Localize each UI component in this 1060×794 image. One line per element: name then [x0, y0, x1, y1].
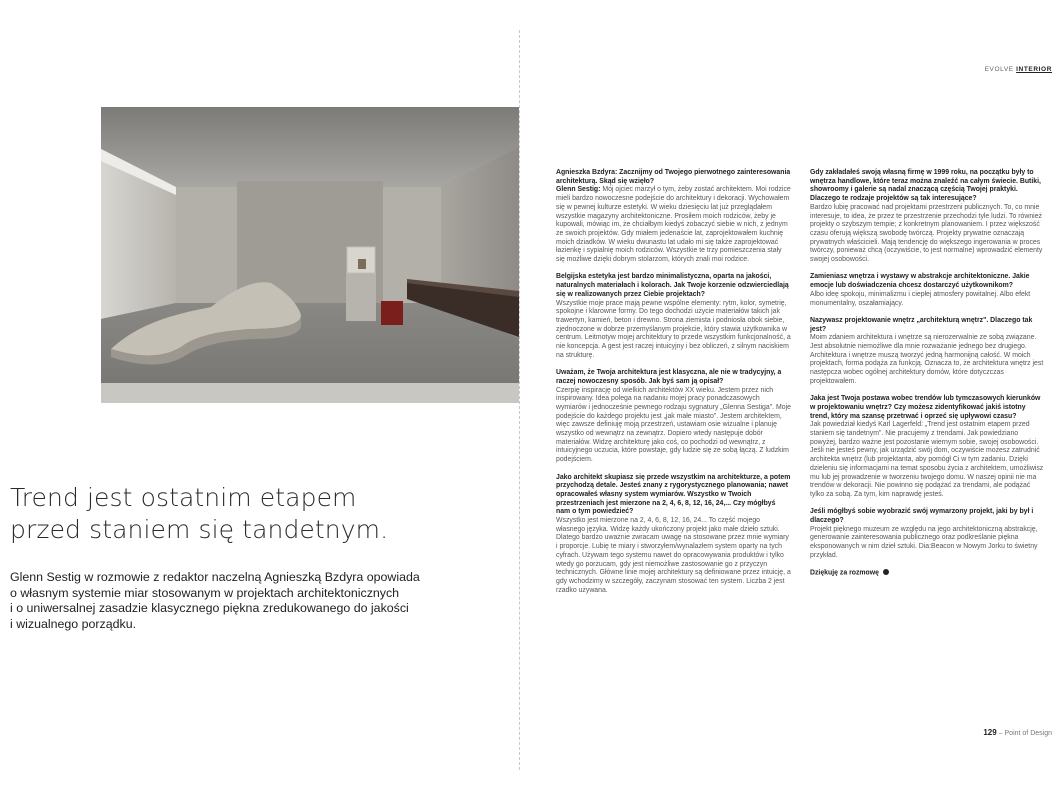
- question: Jaka jest Twoja postawa wobec trendów lub tymczasowych kierunków w projektowaniu wnętrz? Czy możesz zidentyfikować jakiś istotny trend, który ma szansę przetrwać i oprzeć się upływowi czasu?: [810, 395, 1041, 420]
- question: Jako architekt skupiasz się przede wszystkim na architekturze, a potem przychodzą detale. Jesteś znany z rygorystycznego planowania; nawet opracowałeś własny system wymiarów. Wszystko w Twoich przestrzeniach jest mierzone na 2, 4, 6, 8, 12, 16, 24,... Czy mógłbyś nam o tym powiedzieć?: [556, 473, 791, 516]
- question: Uważam, że Twoja architektura jest klasyczna, ale nie w tradycyjny, a raczej nowoczesny sposób. Jak byś sam ją opisał?: [556, 369, 782, 385]
- question: Jeśli mógłbyś sobie wyobrazić swój wymarzony projekt, jaki by był i dlaczego?: [810, 508, 1034, 525]
- answer: Jak powiedział kiedyś Karl Lagerfeld: „Trend jest ostatnim etapem przed staniem się tandetnym". Nie pracujemy z trendami. Jak powiedziano powyżej, bardzo ważne jest pozostanie wiernym sobie, swojej osobowości. Jeśli nie jesteś pewny, jak urządzić swój dom, oczywiście możesz zatrudnić architekta wnętrz (lub projektanta, aby pomógł Ci w tym zadaniu. Dzięki dzieleniu się informacjami na temat sposobu życia z architektem, umożliwisz mu lub jej prowadzenie w tworzeniu twojego domu. W naszej opinii nie ma trendów w dekoracji. Nie powinno się podążać za trendami, ale podążać tylko za sobą. Za tym, kim naprawdę jesteś.: [810, 421, 1044, 498]
- answer: Wszystkie moje prace mają pewne wspólne elementy: rytm, kolor, symetrię, spokojne i klarowne formy. Do tego dochodzi użycie materiałów takich jak trawertyn, kamień, beton i drewno. Strona ziemista i podniosła obok siebie, zjednoczone w dobrze przemyślanym projekcie, który stawia użytkownika w centrum. Leitmotyw mojej architektury to przede wszystkim funkcjonalność, a nie koncepcja. A gest jest raczej intuicyjny i bez obliczeń, z silnym naciskiem na strukturę.: [556, 299, 791, 359]
- lead-line: o własnym systemie miar stosowanym w projektach architektonicznych: [10, 585, 400, 600]
- question: Zamieniasz wnętrza i wystawy w abstrakcje architektoniczne. Jakie emocje lub doświadczenia chcesz dostarczyć użytkownikom?: [810, 273, 1030, 290]
- answer: Wszystko jest mierzone na 2, 4, 6, 8, 12, 16, 24... To część mojego własnego języka. Widzę każdy ukończony projekt jako małe dzieło sztuki. Dlatego bardzo uważnie zwracam uwagę na stosowane przez mnie wymiary i proporcje. Lubię te miary i stworzyłem/wynalazłem system oparty na tych cyfrach. Używam tego systemu nawet do opracowywania produktów i tylko wtedy go porzucam, gdy jest niemożliwe zastosowanie go z przyczyn technicznych. Główne linie mojej architektury są definiowane przez intuicję, a gdy wchodzimy w szczegóły, zaczynam stosować ten system. Liczba 2 jest rzadko używana.: [556, 517, 791, 594]
- closing-text: Dziękuję za rozmowę: [810, 569, 879, 577]
- page-gutter: [519, 30, 520, 770]
- answer: Moim zdaniem architektura i wnętrze są nierozerwalnie ze sobą związane. Jest absolutnie niemożliwe dla mnie rozważanie jednego bez drugiego. Architektura i wnętrze muszą tworzyć jedną harmonijną całość. W moich projektach, forma podąża za funkcją. Oznacza to, że architektura wnętrz jest następcza wobec ogólnej architektury domów, które dotyczczas projektowałem.: [810, 334, 1044, 385]
- headline-line: Trend jest ostatnim etapem: [10, 483, 357, 512]
- qa-block: [556, 474, 791, 596]
- qa-block: [810, 169, 1045, 265]
- question: Agnieszka Bzdyra: Zacznijmy od Twojego pierwotnego zainteresowania architekturą. Skąd się wzięło?: [556, 169, 791, 185]
- qa-block: [810, 508, 1045, 560]
- subsection-label: INTERIOR: [1016, 66, 1052, 73]
- question: Belgijska estetyka jest bardzo minimalistyczna, oparta na jakości, naturalnych materiałach i kolorach. Jak Twoje korzenie odzwierciedlają się w realizowanych przez Ciebie projektach?: [556, 273, 789, 298]
- interior-photo: [101, 107, 519, 403]
- section-label: EVOLVE: [984, 66, 1014, 73]
- headline-line: przed staniem się tandetnym.: [10, 515, 389, 544]
- qa-block: [556, 273, 791, 360]
- section-nav: [985, 66, 1052, 73]
- question: Nazywasz projektowanie wnętrz „architekturą wnętrz". Dlaczego tak jest?: [810, 316, 1033, 333]
- answer: Bardzo lubię pracować nad projektami przestrzeni publicznych. To, co mnie interesuje, to idea, że przez te przestrzenie przechodzi tyle ludzi. To również projekty o szybszym tempie; z konkretnym planowaniem. I przez większość czasu oferują większą swobodę twórczą. Projekty prywatne oznaczają prywatnych właścicieli. Mają tendencję do większego ingerowania w proces twórczy, ponieważ chcą (oczywiście, to jest normalne) wprowadzić elementy swojej osobowości.: [810, 203, 1043, 264]
- gallery-interior-image: [101, 107, 519, 403]
- qa-block: [810, 395, 1045, 499]
- speaker-name: Glenn Sestig:: [556, 186, 601, 194]
- interview-column-1: [556, 169, 791, 604]
- answer: Mój ojciec marzył o tym, żeby zostać architektem. Moi rodzice mieli bardzo nowoczesne podejście do architektury i dekoracji. Wychowałem się w pewnej kulturze estetyki. W wieku dziesięciu lat już przeglądałem wszystkie magazyny architektoniczne. Prosiłem moich rodziców, żeby je kupowali, mówiąc im, że chciałbym kiedyś zobaczyć siebie w nich, z jednym ze swoich projektów. Gdy miałem jedenaście lat, zaprojektowałem kuchnię moich dziadków. W wieku dwunastu lat udało mi się także zaprojektować łazienkę i sypialnię moich rodziców. Wszystkie te trzy pomieszczenia stały się możliwe dzięki dobrym stolarzom, których znali moi rodzice.: [556, 186, 791, 264]
- lead-line: Glenn Sestig w rozmowie z redaktor naczelną Agnieszką Bzdyra opowiada: [10, 570, 420, 584]
- lead-line: i wizualnego porządku.: [10, 616, 137, 631]
- qa-block: [556, 369, 791, 465]
- closing-line: [810, 569, 1045, 578]
- lead-line: i o uniwersalnej zasadzie klasycznego piękna zredukowanego do jakości: [10, 601, 409, 615]
- answer: Projekt pięknego muzeum ze względu na jego architektoniczną abstrakcję, generowanie zainteresowania publicznego oraz podkreślanie piękna eksponowanych w nim dzieł sztuki. Dia:Beacon w Nowym Jorku to świetny przykład.: [810, 525, 1038, 559]
- page-number: 129: [983, 728, 997, 737]
- folio-separator: –: [996, 730, 1005, 737]
- qa-block: [810, 317, 1045, 387]
- qa-block: [810, 273, 1045, 308]
- page-folio: [983, 728, 1052, 737]
- end-mark-icon: [883, 569, 889, 575]
- answer: Albo ideę spokoju, minimalizmu i ciepłej atmosfery powitalnej. Albo efekt monumentalny, oszałamiający.: [810, 290, 1031, 307]
- answer: Czerpię inspirację od wielkich architektów XX wieku. Jestem przez nich inspirowany. Idea polega na nadaniu mojej pracy ponadczasowych wymiarów i jednocześnie pewnego rodzaju sygnatury „Glenna Sestiga". Moje podejście do każdego projektu jest „jak małe miasto". Jestem architektem, więc zawsze definiuję moją przestrzeń, ustawiam osie wizualne i planuję wszystko od wewnątrz na zewnątrz. Dopiero wtedy następuje dobór materiałów. Widzę architekturę jako coś, co pochodzi od wewnątrz, z intuicyjnego uczucia, które powstaje, gdy ludzie się ze sobą łączą. Z ludzkim podejściem.: [556, 386, 791, 464]
- magazine-name: Point of Design: [1004, 730, 1052, 737]
- interview-column-2: [810, 169, 1045, 587]
- article-lead: [10, 570, 480, 632]
- question: Gdy zakładałeś swoją własną firmę w 1999 roku, na początku były to wnętrza handlowe, które teraz można znaleźć na całym świecie. Butiki, showroomy i galerie są nadal znaczącą częścią Twojej praktyki. Dlaczego te rodzaje projektów są tak interesujące?: [810, 169, 1041, 203]
- article-headline: [10, 482, 510, 546]
- qa-block: [556, 169, 791, 265]
